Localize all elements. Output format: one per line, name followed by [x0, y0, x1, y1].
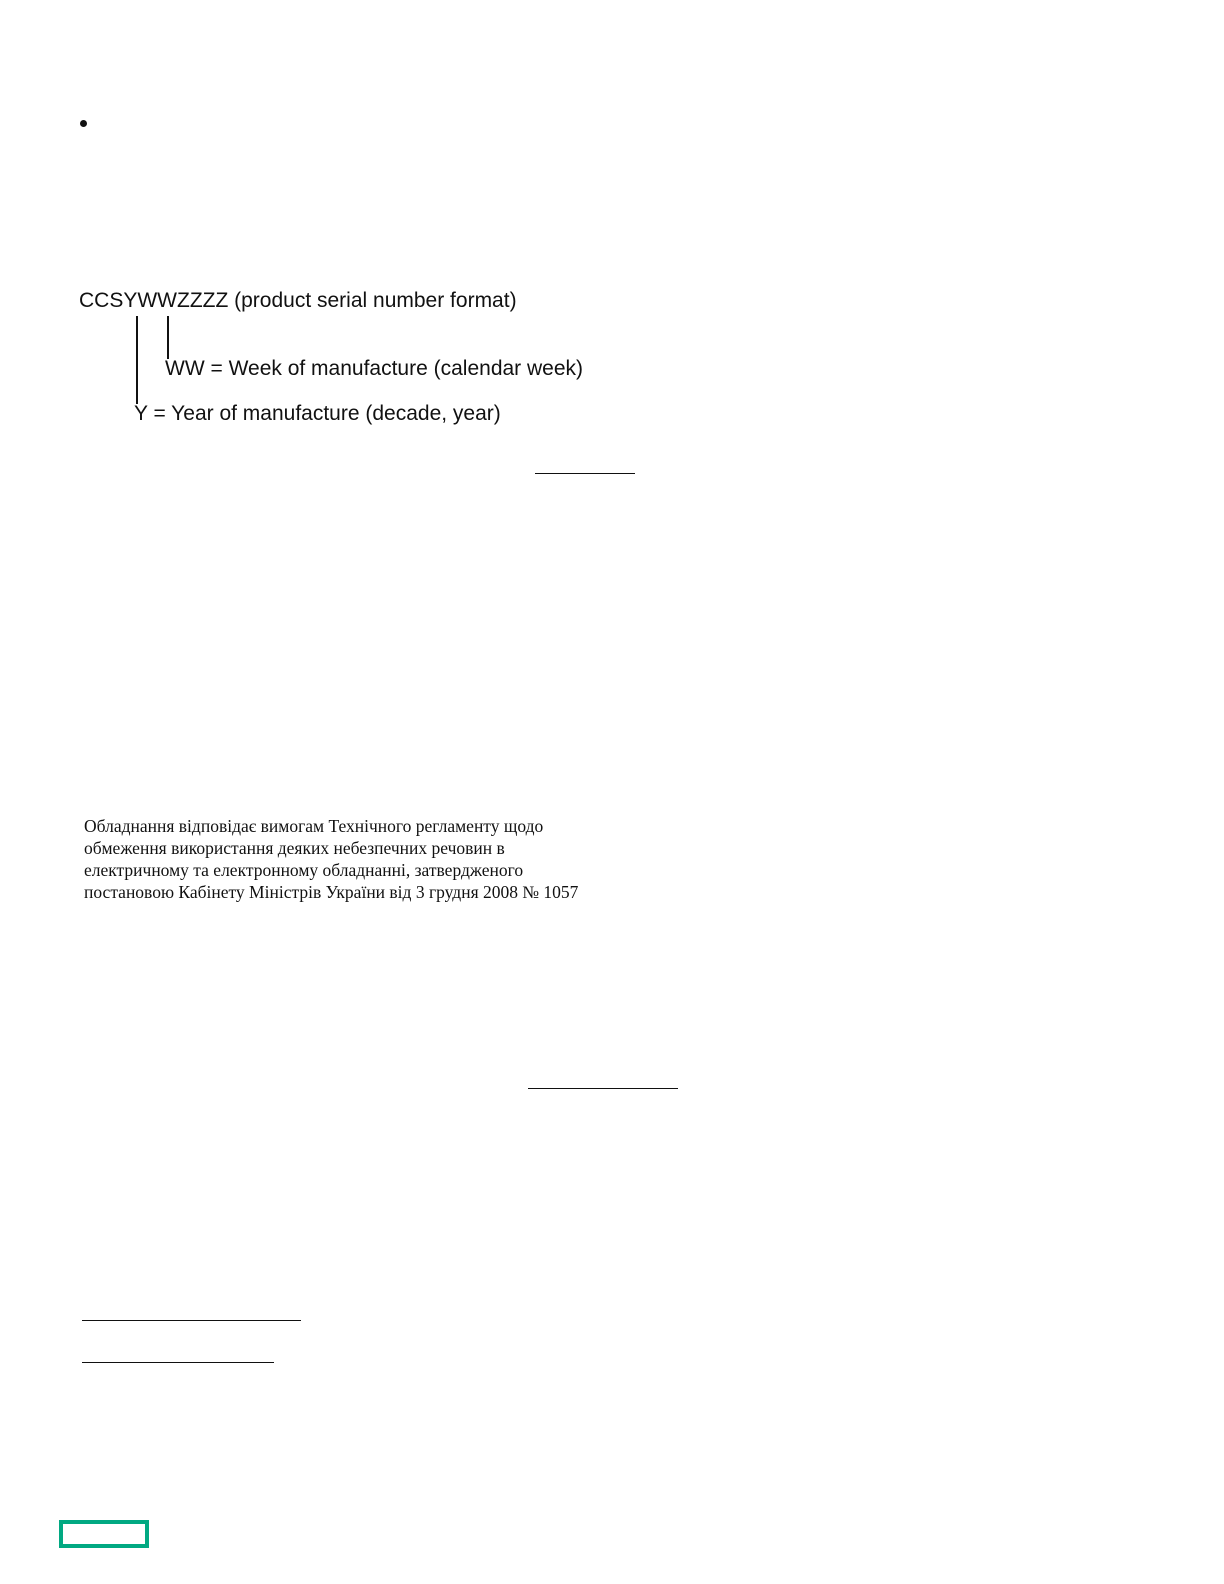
statement-line: електричному та електронному обладнанні, затвердженого — [84, 860, 524, 880]
ukraine-rohs-statement — [84, 815, 644, 903]
statement-line: Обладнання відповідає вимогам Технічного регламенту щодо — [84, 816, 544, 836]
year-of-manufacture-label: Y = Year of manufacture (decade, year) — [134, 402, 501, 425]
statement-line: обмеження використання деяких небезпечних речовин в — [84, 838, 505, 858]
serial-number-format-diagram — [79, 286, 639, 436]
bullet-icon — [80, 120, 87, 127]
link-underline — [82, 1362, 274, 1363]
hpe-logo-mark — [59, 1520, 149, 1548]
year-connector-line — [136, 316, 138, 404]
week-connector-line — [167, 316, 169, 359]
serial-format-header: CCSYWWZZZZ (product serial number format) — [79, 289, 517, 312]
link-underline — [535, 473, 635, 474]
link-underline — [528, 1088, 678, 1089]
link-underline — [82, 1320, 301, 1321]
statement-line: постановою Кабінету Міністрів України від 3 грудня 2008 № 1057 — [84, 882, 579, 902]
week-of-manufacture-label: WW = Week of manufacture (calendar week) — [165, 357, 584, 380]
